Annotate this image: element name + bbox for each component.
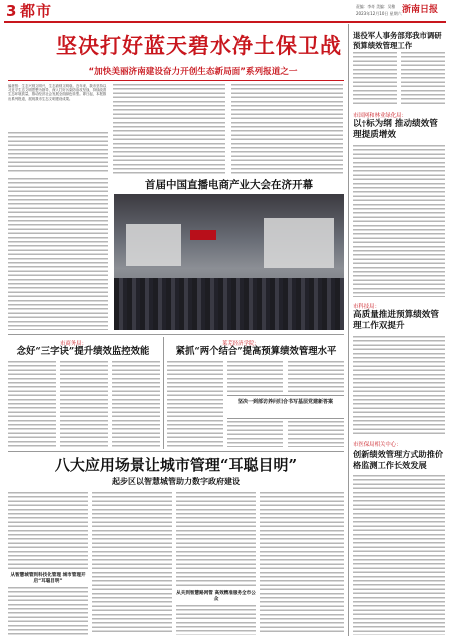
mid-left-body-c [112, 361, 160, 447]
lead-body-col3 [231, 84, 343, 174]
page-header [0, 0, 450, 22]
side-story1-body-b [401, 52, 445, 106]
page-number: 3 [6, 2, 17, 20]
side-story3-headline: 高质量推进预算绩效管理工作双提升 [353, 310, 439, 331]
photo-banner [190, 230, 216, 240]
mid-right-body-b [227, 361, 283, 393]
side-story3-kicker: 市科技局： [353, 304, 380, 310]
expo-photo [114, 194, 344, 330]
side-story4-headline: 创新绩效管理方式助推价格监测工作长效发展 [353, 449, 444, 470]
lead-lede: 编者按：生态兴则文明兴，生态衰则文明衰。近年来，我市坚持以习近平生态文明思想为指导，深入打好污染防治攻坚战，持续改善生态环境质量，推动经济社会发展全面绿色转型。即日起，本报推出系列报道，展现我市生态文明建设成果。 [8, 84, 107, 101]
side-story2-body [353, 145, 445, 297]
side-story2-headline: 以†标为纲 推动绩效管理提质增效 [353, 119, 438, 140]
mid-right-body-c [227, 421, 283, 447]
lead-subheadline: “加快美丽济南建设奋力开创生态新局面”系列报道之一 [88, 67, 298, 77]
masthead-editor: 责编：李奇 美编：吴稚 [356, 4, 396, 9]
side-story4-body [353, 475, 445, 635]
lead-headline-rule [8, 80, 344, 81]
side-story2-kicker: 市国网和林业绿化局： [353, 113, 407, 119]
mid-right-headline: 紧抓“两个结合”提高预算绩效管理水平 [175, 346, 337, 357]
photo-booth-left [126, 224, 181, 266]
lead-body-col2 [113, 84, 225, 174]
bottom-body-col2 [92, 492, 172, 635]
mid-right-inner-headline: 坚决一到部访养问归合书写基层党建新答案 [237, 399, 333, 405]
mid-left-headline: 念好“三字诀”提升绩效监控效能 [16, 346, 150, 357]
ecommerce-headline: 首届中国直播电商产业大会在济开幕 [145, 179, 313, 191]
bottom-body-col1 [8, 492, 88, 570]
side-story1-headline: 退役军人事务部郑我市调研预算绩效管理工作 [353, 31, 442, 50]
photo-crowd [114, 278, 344, 330]
mid-right-inner-box [227, 395, 344, 419]
mid-left-body-b [60, 361, 108, 447]
mid-right-body-d [288, 361, 344, 393]
side-story4-kicker: 市医保局相关中心： [353, 442, 402, 448]
mid-section-rule [8, 334, 344, 335]
bottom-subheadline: 起步区以智慧城管助力数字政府建设 [112, 477, 240, 486]
section-title: 都市 [20, 2, 53, 20]
lead-body-col4 [8, 178, 108, 330]
side-story1-body [353, 52, 397, 106]
photo-booth-right [264, 218, 334, 268]
bottom-body-col3 [176, 492, 256, 588]
bottom-section-rule [8, 451, 344, 452]
side-column-divider [348, 24, 349, 636]
lead-body-col1 [8, 132, 108, 174]
issue-date: 2023年12月10日 星期六 [356, 11, 402, 16]
bottom-body-col3b [176, 605, 256, 635]
mid-right-kicker: 莱芜经济学院： [222, 341, 260, 347]
mid-left-kicker: 市商务局： [60, 341, 87, 347]
mid-column-divider [163, 337, 164, 449]
lead-headline: 坚决打好蓝天碧水净土保卫战 [56, 33, 342, 58]
header-rule [4, 21, 446, 23]
mid-left-body-a [8, 361, 56, 447]
mid-right-body-a [167, 361, 223, 447]
side-story3-body [353, 336, 445, 436]
bottom-headline: 八大应用场景让城市管理“耳聪目明” [54, 456, 298, 474]
bottom-body-col1b [8, 587, 88, 635]
bottom-body-col4 [260, 492, 344, 635]
bottom-section-head-2: 从关到智慧路网管 高效精准服务全市公众 [176, 591, 256, 602]
masthead-logo: 浙南日报 [402, 5, 439, 15]
mid-right-body-e [288, 421, 344, 447]
bottom-section-head-1: 从智慧城管到科技化管理 城市管理开启“耳聪目明” [10, 573, 86, 584]
